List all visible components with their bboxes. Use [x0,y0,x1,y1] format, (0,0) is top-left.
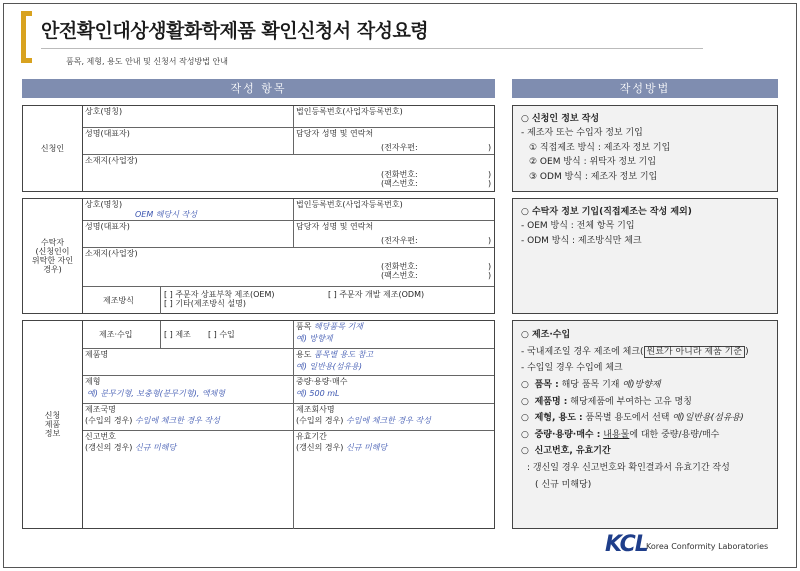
item-example: 예) 방향제 [296,334,333,343]
left-header: 작성 항목 [22,79,495,98]
applicant-section: 신청인 상호(명칭) 법인등록번호(사업자등록번호) 성명(대표자) 담당자 성명 및 연락처 (전자우편: ) 소재지(사업장) (전화번호: ) (팩스번호: ) [22,105,495,192]
applicant-email: (전자우편: [381,143,418,152]
trustee-name-example: OEM 해당시 작성 [135,210,197,219]
trustee-fax: (팩스번호: [381,271,418,280]
kcl-logo: KCL [605,532,648,557]
form-field[interactable]: 제형 [85,377,101,386]
usage-example: 예) 일반용(섬유용) [296,362,363,371]
applicant-phone: (전화번호: [381,170,418,179]
maker-field[interactable]: 제조회사명 [296,405,335,414]
form-example: 예) 분무기형, 보충형(분무기형), 액체형 [87,389,225,398]
title-bracket [21,11,32,63]
applicant-ceo-field[interactable]: 성명(대표자) [85,129,130,138]
mfg-import-label: 제조·수입 [99,330,133,339]
item-field[interactable]: 품목 해당품목 기재 [296,322,363,331]
applicant-label: 신청인 [23,106,83,191]
option-other[interactable]: [ ] 기타(제조방식 설명) [164,299,246,308]
trustee-section: 수탁자 (신청인이 위탁한 자인 경우) 상호(명칭) OEM 해당시 작성 법인등록번호(사업자등록번호) 성명(대표자) 담당자 성명 및 연락처 (전자우편: ) 소재지(사업장) (전화번호: ) (팩스번호: ) 제조방식 [ ] 주문자 상표부착 제조(OEM) [ ] 주문자 개발 제조(ODM) [ ] 기타(제조방식 설명) [22,198,495,314]
right-header: 작성방법 [512,79,778,98]
trustee-ceo-field[interactable]: 성명(대표자) [85,222,130,231]
applicant-fax: (팩스번호: [381,179,418,188]
report-number-field[interactable]: 신고번호 [85,432,116,441]
option-odm[interactable]: [ ] 주문자 개발 제조(ODM) [328,290,425,299]
title-rule [41,48,703,49]
option-manufacture[interactable]: [ ] 제조 [164,330,191,339]
trustee-phone: (전화번호: [381,262,418,271]
kcl-org-name: Korea Conformity Laboratories [646,542,769,551]
option-import[interactable]: [ ] 수입 [208,330,235,339]
trustee-name-field[interactable]: 상호(명칭) [85,200,123,209]
usage-field[interactable]: 용도 품목별 용도 참고 [296,350,374,359]
country-field[interactable]: 제조국명 [85,405,116,414]
product-name-field[interactable]: 제품명 [85,350,109,359]
trustee-address-field[interactable]: 소재지(사업장) [85,249,138,258]
weight-field[interactable]: 중량·용량·매수 [296,377,348,386]
weight-example: 예) 500 mL [296,389,340,398]
option-oem[interactable]: [ ] 주문자 상표부착 제조(OEM) [164,290,275,299]
page-subtitle: 품목, 제형, 용도 안내 및 신청서 작성방법 안내 [66,57,228,66]
trustee-regno-field[interactable]: 법인등록번호(사업자등록번호) [296,200,403,209]
guide-product: ○ 제조·수입 - 국내제조일 경우 제조에 체크( 원료가 아니라 제품 기준 ) - 수입일 경우 수입에 체크 ○ 품목 : 해당 품목 기재 예)방향제 ○ 제품명 : 해당제품에 부여하는 고유 명칭 ○ 제형, 용도 : 품목별 용도에서 선택 예)일반용(섬유용) ○ 중량·용량·매수 : 내용물에 대한 중량/용량/매수 ○ 신고번호, 유효기간 : 갱신일 경우 신고번호와 확인결과서 유효기간 작성 ( 신규 미해당) [512,320,778,529]
applicant-regno-field[interactable]: 법인등록번호(사업자등록번호) [296,107,403,116]
applicant-name-field[interactable]: 상호(명칭) [85,107,123,116]
applicant-manager-field[interactable]: 담당자 성명 및 연락처 [296,129,374,138]
product-section: 신청 제품 정보 제조·수입 [ ] 제조 [ ] 수입 품목 해당품목 기재 예) 방향제 제품명 용도 품목별 용도 참고 예) 일반용(섬유용) 제형 예) 분무기형, 보충형(분무기형), 액체형 중량·용량·매수 예) 500 mL 제조국명 (수입의 경우) 수입에 체크한 경우 작성 제조회사명 (수입의 경우) 수입에 체크한 경우 작성 신고번호 (갱신의 경우) 신규 미해당 유효기간 (갱신의 경우) 신규 미해당 [22,320,495,529]
trustee-email: (전자우편: [381,236,418,245]
trustee-manager-field[interactable]: 담당자 성명 및 연락처 [296,222,374,231]
guide-applicant: ○ 신청인 정보 작성 - 제조자 또는 수입자 정보 기입 ① 직접제조 방식 : 제조자 정보 기입 ② OEM 방식 : 위탁자 정보 기입 ③ ODM 방식 : 제조자 정보 기입 [512,105,778,192]
expiry-field[interactable]: 유효기간 [296,432,327,441]
manufacturing-method-label: 제조방식 [103,296,134,305]
trustee-label: 수탁자 (신청인이 위탁한 자인 경우) [23,199,83,313]
guide-trustee: ○ 수탁자 정보 기입(직접제조는 작성 제외) - OEM 방식 : 전체 항목 기입 - ODM 방식 : 제조방식만 체크 [512,198,778,314]
applicant-address-field[interactable]: 소재지(사업장) [85,156,138,165]
product-label: 신청 제품 정보 [23,321,83,528]
page-title: 안전확인대상생활화학제품 확인신청서 작성요령 [41,20,429,42]
